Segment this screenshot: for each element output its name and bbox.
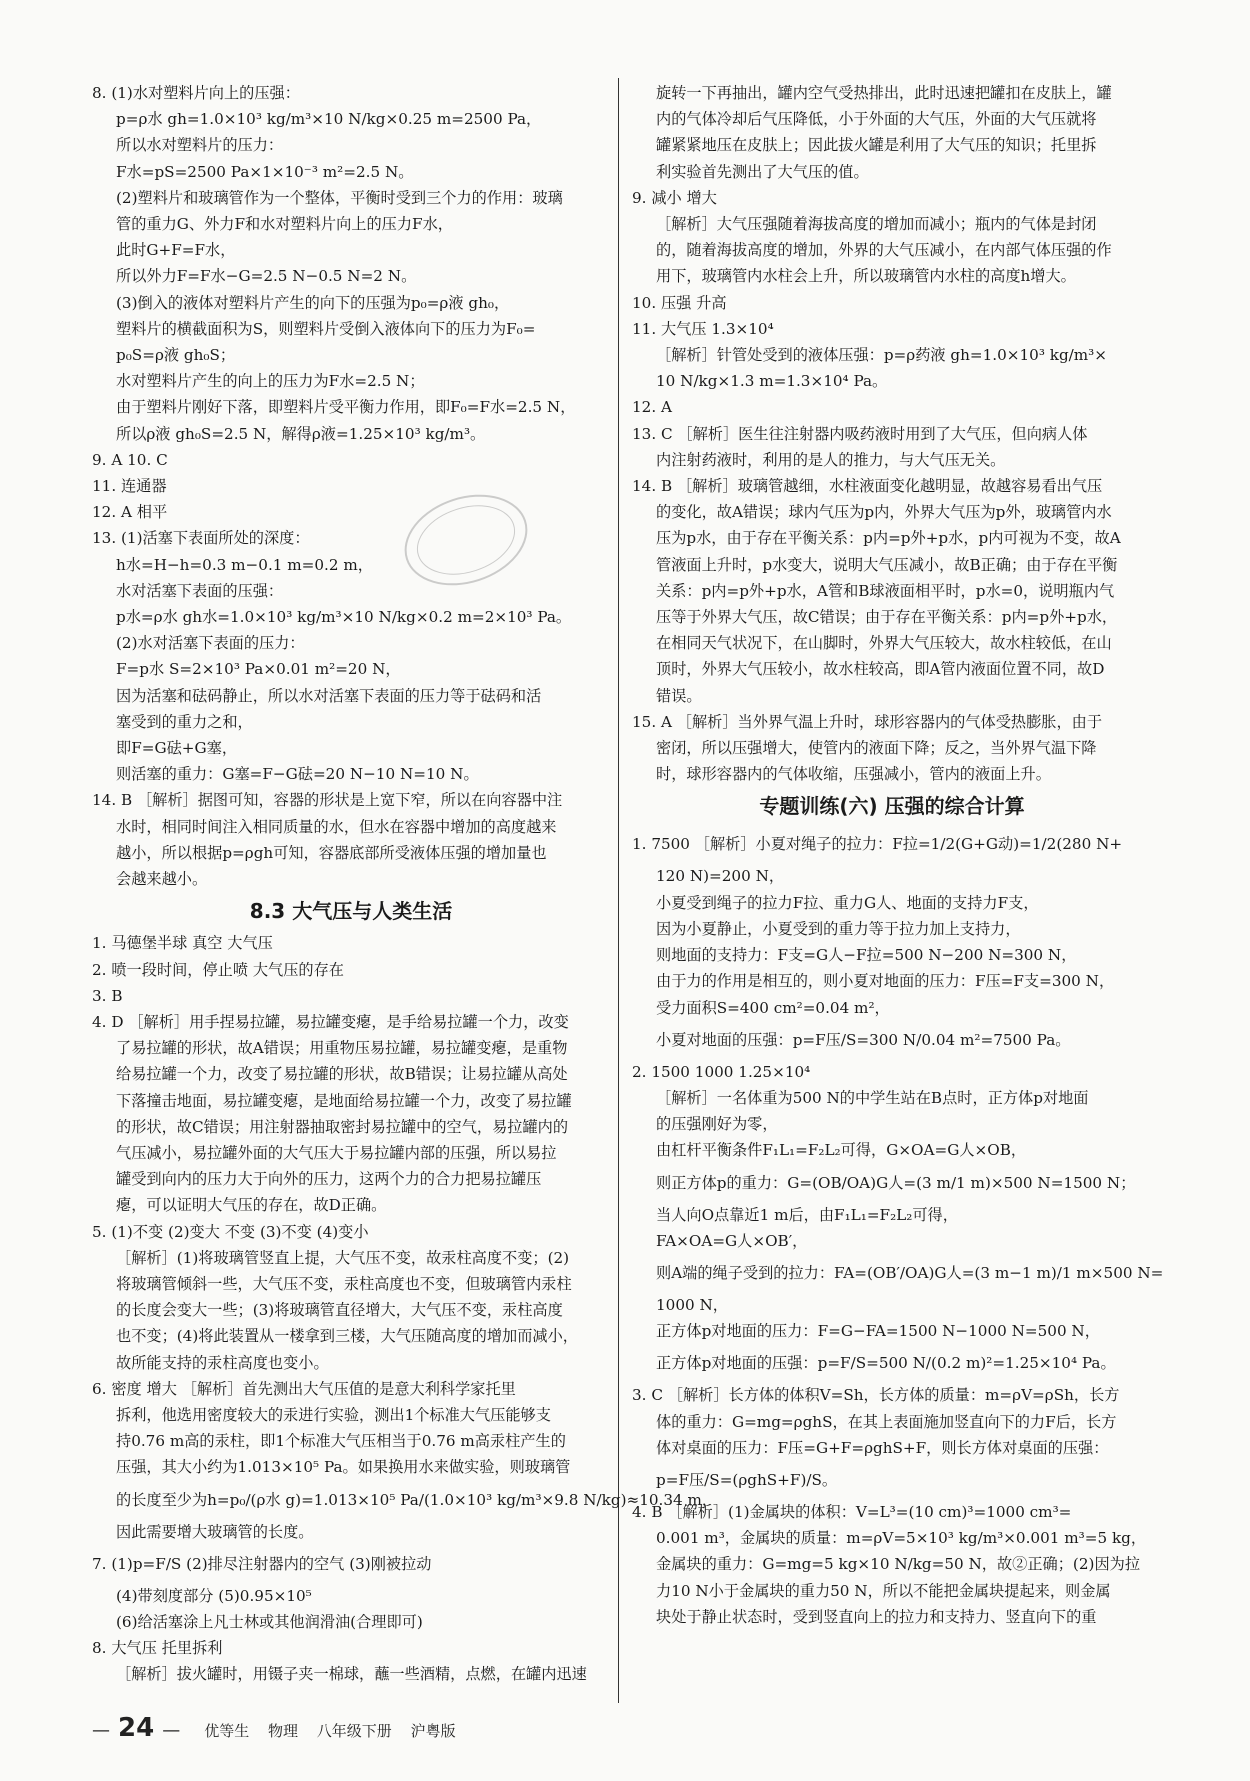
text-line: 3. B <box>92 986 123 1005</box>
text-line: 错误。 <box>656 686 702 705</box>
text-line: (2)水对活塞下表面的压力： <box>116 634 305 653</box>
text-line: 13. (1)活塞下表面所处的深度： <box>92 529 310 548</box>
text-line: 塑料片的横截面积为S，则塑料片受倒入液体向下的压力为F₀= <box>116 319 536 338</box>
text-line: 越小，所以根据p=ρgh可知，容器底部所受液体压强的增加量也 <box>116 843 547 862</box>
text-line: h水=H−h=0.3 m−0.1 m=0.2 m， <box>116 555 373 574</box>
text-line: 即F=G砝+G塞， <box>116 739 238 758</box>
section-heading: 专题训练(六) 压强的综合计算 <box>759 794 1025 819</box>
text-line: 将玻璃管倾斜一些，大气压不变，汞柱高度也不变，但玻璃管内汞柱 <box>116 1274 572 1293</box>
text-line: 1. 7500 ［解析］小夏对绳子的拉力：F拉=1/2(G+G动)=1/2(280 N+ <box>632 835 1123 854</box>
text-line: 体对桌面的压力：F压=G+F=ρghS+F，则长方体对桌面的压强： <box>656 1438 1109 1457</box>
text-line: 拆利，他选用密度较大的汞进行实验，测出1个标准大气压能够支 <box>116 1405 551 1424</box>
text-line: 正方体p对地面的压强：p=F/S=500 N/(0.2 m)²=1.25×10⁴ Pa。 <box>656 1354 1116 1373</box>
text-line: 压强，其大小约为1.013×10⁵ Pa。如果换用水来做实验，则玻璃管 <box>116 1458 571 1477</box>
text-line: 小夏受到绳子的拉力F拉、重力G人、地面的支持力F支， <box>656 893 1039 912</box>
text-line: 受力面积S=400 cm²=0.04 m²， <box>656 998 890 1017</box>
text-line: 14. B ［解析］玻璃管越细，水柱液面变化越明显，故越容易看出气压 <box>632 477 1103 496</box>
text-line: 13. C ［解析］医生往注射器内吸药液时用到了大气压，但向病人体 <box>632 424 1088 443</box>
text-line: 内注射药液时，利用的是人的推力，与大气压无关。 <box>656 450 1006 469</box>
text-line: 水时，相同时间注入相同质量的水，但水在容器中增加的高度越来 <box>116 817 557 836</box>
text-line: 压为p水，由于存在平衡关系：p内=p外+p水，p内可视为不变，故A <box>656 529 1121 548</box>
text-line: ［解析］针管处受到的液体压强：p=ρ药液 gh=1.0×10³ kg/m³× <box>656 346 1107 365</box>
text-line: 8. (1)水对塑料片向上的压强： <box>92 84 300 102</box>
footer-brand: 优等生 <box>204 1722 250 1740</box>
text-line: 在相同天气状况下，在山脚时，外界大气压较大，故水柱较低，在山 <box>656 634 1112 653</box>
footer-subject: 物理 <box>267 1722 298 1740</box>
text-line: 120 N)=200 N， <box>656 867 785 886</box>
text-line: 利实验首先测出了大气压的值。 <box>656 162 869 181</box>
footer-grade: 八年级下册 <box>316 1722 392 1740</box>
text-line: p=F压/S=(ρghS+F)/S。 <box>656 1470 838 1489</box>
text-line: 管的重力G、外力F和水对塑料片向上的压力F水， <box>116 215 453 234</box>
text-line: 1. 马德堡半球 真空 大气压 <box>92 934 273 953</box>
text-line: 也不变；(4)将此装置从一楼拿到三楼，大气压随高度的增加而减小， <box>116 1327 578 1346</box>
text-line: 顶时，外界大气压较小，故水柱较高，即A管内液面位置不同，故D <box>656 660 1105 679</box>
text-line: 时，球形容器内的气体收缩，压强减小，管内的液面上升。 <box>656 765 1051 784</box>
footer-dash: — <box>162 1720 181 1741</box>
text-line: p水=ρ水 gh水=1.0×10³ kg/m³×10 N/kg×0.2 m=2×10³ Pa。 <box>116 608 572 627</box>
text-line: FA×OA=G人×OB′， <box>656 1231 808 1250</box>
text-line: 2. 1500 1000 1.25×10⁴ <box>632 1062 811 1081</box>
text-line: 14. B ［解析］据图可知，容器的形状是上宽下窄，所以在向容器中注 <box>92 791 563 810</box>
text-line: 因为小夏静止，小夏受到的重力等于拉力加上支持力， <box>656 919 1021 938</box>
text-line: 正方体p对地面的压力：F=G−FA=1500 N−1000 N=500 N， <box>656 1322 1100 1341</box>
text-line: 故所能支持的汞柱高度也变小。 <box>116 1353 329 1372</box>
text-line: 9. 减小 增大 <box>632 188 717 207</box>
text-line: 此时G+F=F水， <box>116 241 236 260</box>
text-line: 压等于外界大气压，故C错误；由于存在平衡关系：p内=p外+p水， <box>656 608 1118 627</box>
text-line: 块处于静止状态时，受到竖直向上的拉力和支持力、竖直向下的重 <box>656 1607 1097 1626</box>
text-line: 2. 喷一段时间，停止喷 大气压的存在 <box>92 960 344 979</box>
text-line: 用下，玻璃管内水柱会上升，所以玻璃管内水柱的高度h增大。 <box>656 267 1076 286</box>
text-line: 持0.76 m高的汞柱，即1个标准大气压相当于0.76 m高汞柱产生的 <box>116 1432 566 1451</box>
text-line: 内的气体冷却后气压降低，小于外面的大气压，外面的大气压就将 <box>656 110 1097 129</box>
text-line: 的，随着海拔高度的增加，外界的大气压减小，在内部气体压强的作 <box>656 241 1112 260</box>
text-line: 旋转一下再抽出，罐内空气受热排出，此时迅速把罐扣在皮肤上，罐 <box>656 84 1112 102</box>
text-line: 12. A <box>632 398 672 417</box>
text-line: 4. D ［解析］用手捏易拉罐，易拉罐变瘪，是手给易拉罐一个力，改变 <box>92 1012 569 1031</box>
footer-edition: 沪粤版 <box>410 1722 456 1740</box>
text-line: 8. 大气压 托里拆利 <box>92 1639 223 1658</box>
text-line: 则正方体p的重力：G=(OB/OA)G人=(3 m/1 m)×500 N=1500 N； <box>656 1173 1136 1192</box>
text-line: 下落撞击地面，易拉罐变瘪，是地面给易拉罐一个力，改变了易拉罐 <box>116 1091 572 1110</box>
text-line: 9. A 10. C <box>92 450 168 469</box>
text-line: 气压减小，易拉罐外面的大气压大于易拉罐内部的压强，所以易拉 <box>116 1143 557 1162</box>
text-line: 罐紧紧地压在皮肤上；因此拔火罐是利用了大气压的知识；托里拆 <box>656 136 1097 155</box>
text-line: 3. C ［解析］长方体的体积V=Sh，长方体的质量：m=ρV=ρSh，长方 <box>632 1386 1120 1405</box>
text-line: p=ρ水 gh=1.0×10³ kg/m³×10 N/kg×0.25 m=2500 Pa， <box>116 110 542 129</box>
section-heading: 8.3 大气压与人类生活 <box>249 899 453 924</box>
text-line: 的压强刚好为零， <box>656 1115 778 1134</box>
text-line: 的形状，故C错误；用注射器抽取密封易拉罐中的空气，易拉罐内的 <box>116 1117 569 1136</box>
text-line: 所以水对塑料片的压力： <box>116 136 284 155</box>
text-line: 10 N/kg×1.3 m=1.3×10⁴ Pa。 <box>656 372 888 391</box>
text-line: 4. B ［解析］(1)金属块的体积：V=L³=(10 cm)³=1000 cm³= <box>632 1502 1072 1521</box>
text-line: 7. (1)p=F/S (2)排尽注射器内的空气 (3)刚被拉动 <box>92 1554 432 1573</box>
text-line: 了易拉罐的形状，故A错误；用重物压易拉罐，易拉罐变瘪，是重物 <box>116 1039 568 1058</box>
footer-dash: — <box>92 1720 110 1741</box>
text-line: F=p水 S=2×10³ Pa×0.01 m²=20 N， <box>116 660 401 679</box>
text-line: 10. 压强 升高 <box>632 293 727 312</box>
text-line: 6. 密度 增大 ［解析］首先测出大气压值的是意大利科学家托里 <box>92 1379 516 1398</box>
text-line: 当人向O点靠近1 m后，由F₁L₁=F₂L₂可得， <box>656 1205 958 1224</box>
column-divider <box>618 78 619 1703</box>
text-line: 水对塑料片产生的向上的压力为F水=2.5 N； <box>116 372 425 391</box>
text-line: (3)倒入的液体对塑料片产生的向下的压强为p₀=ρ液 gh₀， <box>116 293 510 312</box>
text-line: 小夏对地面的压强：p=F压/S=300 N/0.04 m²=7500 Pa。 <box>656 1030 1071 1049</box>
text-line: 由于塑料片刚好下落，即塑料片受平衡力作用，即F₀=F水=2.5 N， <box>116 398 576 417</box>
text-line: ［解析］拔火罐时，用镊子夹一棉球，蘸一些酒精，点燃，在罐内迅速 <box>116 1665 587 1684</box>
text-line: 力10 N小于金属块的重力50 N，所以不能把金属块提起来，则金属 <box>656 1581 1111 1600</box>
text-line: 12. A 相平 <box>92 503 168 522</box>
text-line: 由于力的作用是相互的，则小夏对地面的压力：F压=F支=300 N， <box>656 972 1115 991</box>
text-line: (4)带刻度部分 (5)0.95×10⁵ <box>116 1586 312 1605</box>
page-footer <box>92 1713 470 1743</box>
text-line: 关系：p内=p外+p水，A管和B球液面相平时，p水=0，说明瓶内气 <box>656 581 1115 600</box>
text-line: (2)塑料片和玻璃管作为一个整体，平衡时受到三个力的作用：玻璃 <box>116 188 563 207</box>
text-line: (6)给活塞涂上凡士林或其他润滑油(合理即可) <box>116 1612 423 1631</box>
text-line: 则地面的支持力：F支=G人−F拉=500 N−200 N=300 N， <box>656 946 1077 965</box>
text-line: 15. A ［解析］当外界气温上升时，球形容器内的气体受热膨胀，由于 <box>632 712 1103 731</box>
text-line: 因此需要增大玻璃管的长度。 <box>116 1522 314 1541</box>
text-line: 体的重力：G=mg=ρghS，在其上表面施加竖直向下的力F后，长方 <box>656 1412 1117 1431</box>
right-column <box>632 80 1164 1630</box>
text-line: 会越来越小。 <box>116 870 208 889</box>
text-line: 0.001 m³，金属块的质量：m=ρV=5×10³ kg/m³×0.001 m³=5 kg， <box>656 1529 1147 1548</box>
text-line: 水对活塞下表面的压强： <box>116 581 284 600</box>
text-line: 由杠杆平衡条件F₁L₁=F₂L₂可得，G×OA=G人×OB， <box>656 1141 1027 1160</box>
text-line: ［解析］(1)将玻璃管竖直上提，大气压不变，故汞柱高度不变；(2) <box>116 1248 570 1267</box>
text-line: 所以ρ液 gh₀S=2.5 N，解得ρ液=1.25×10³ kg/m³。 <box>116 424 486 443</box>
text-line: 1000 N， <box>656 1295 728 1314</box>
text-line: ［解析］一名体重为500 N的中学生站在B点时，正方体p对地面 <box>656 1088 1089 1107</box>
text-line: 因为活塞和砝码静止，所以水对活塞下表面的压力等于砝码和活 <box>116 686 542 705</box>
text-line: 则A端的绳子受到的拉力：FA=(OB′/OA)G人=(3 m−1 m)/1 m×500 N= <box>656 1263 1164 1282</box>
text-line: 瘪，可以证明大气压的存在，故D正确。 <box>116 1196 387 1215</box>
text-line: 11. 大气压 1.3×10⁴ <box>632 319 774 338</box>
text-line: 则活塞的重力：G塞=F−G砝=20 N−10 N=10 N。 <box>116 765 479 784</box>
text-line: F水=pS=2500 Pa×1×10⁻³ m²=2.5 N。 <box>116 162 414 181</box>
text-line: 塞受到的重力之和， <box>116 712 253 731</box>
text-line: 管液面上升时，p水变大，说明大气压减小，故B正确；由于存在平衡 <box>656 555 1118 574</box>
text-line: 金属块的重力：G=mg=5 kg×10 N/kg=50 N，故②正确；(2)因为拉 <box>656 1555 1141 1574</box>
page-number: 24 <box>118 1713 155 1743</box>
text-line: 密闭，所以压强增大，使管内的液面下降；反之，当外界气温下降 <box>656 739 1097 758</box>
text-line: 11. 连通器 <box>92 477 167 496</box>
text-line: 给易拉罐一个力，改变了易拉罐的形状，故B错误；让易拉罐从高处 <box>116 1065 568 1084</box>
text-line: 罐受到向内的压力大于向外的压力，这两个力的合力把易拉罐压 <box>116 1170 542 1189</box>
text-line: 所以外力F=F水−G=2.5 N−0.5 N=2 N。 <box>116 267 417 286</box>
text-line: 的长度会变大一些；(3)将玻璃管直径增大，大气压不变，汞柱高度 <box>116 1301 563 1320</box>
text-line: 的长度至少为h=p₀/(ρ水 g)=1.013×10⁵ Pa/(1.0×10³ kg/m³×9.8 N/kg)≈10.34 m， <box>116 1490 718 1509</box>
text-line: 的变化，故A错误；球内气压为p内，外界大气压为p外，玻璃管内水 <box>656 503 1112 522</box>
text-line: ［解析］大气压强随着海拔高度的增加而减小；瓶内的气体是封闭 <box>656 215 1097 234</box>
text-line: p₀S=ρ液 gh₀S； <box>116 346 236 365</box>
text-line: 5. (1)不变 (2)变大 不变 (3)不变 (4)变小 <box>92 1222 369 1241</box>
